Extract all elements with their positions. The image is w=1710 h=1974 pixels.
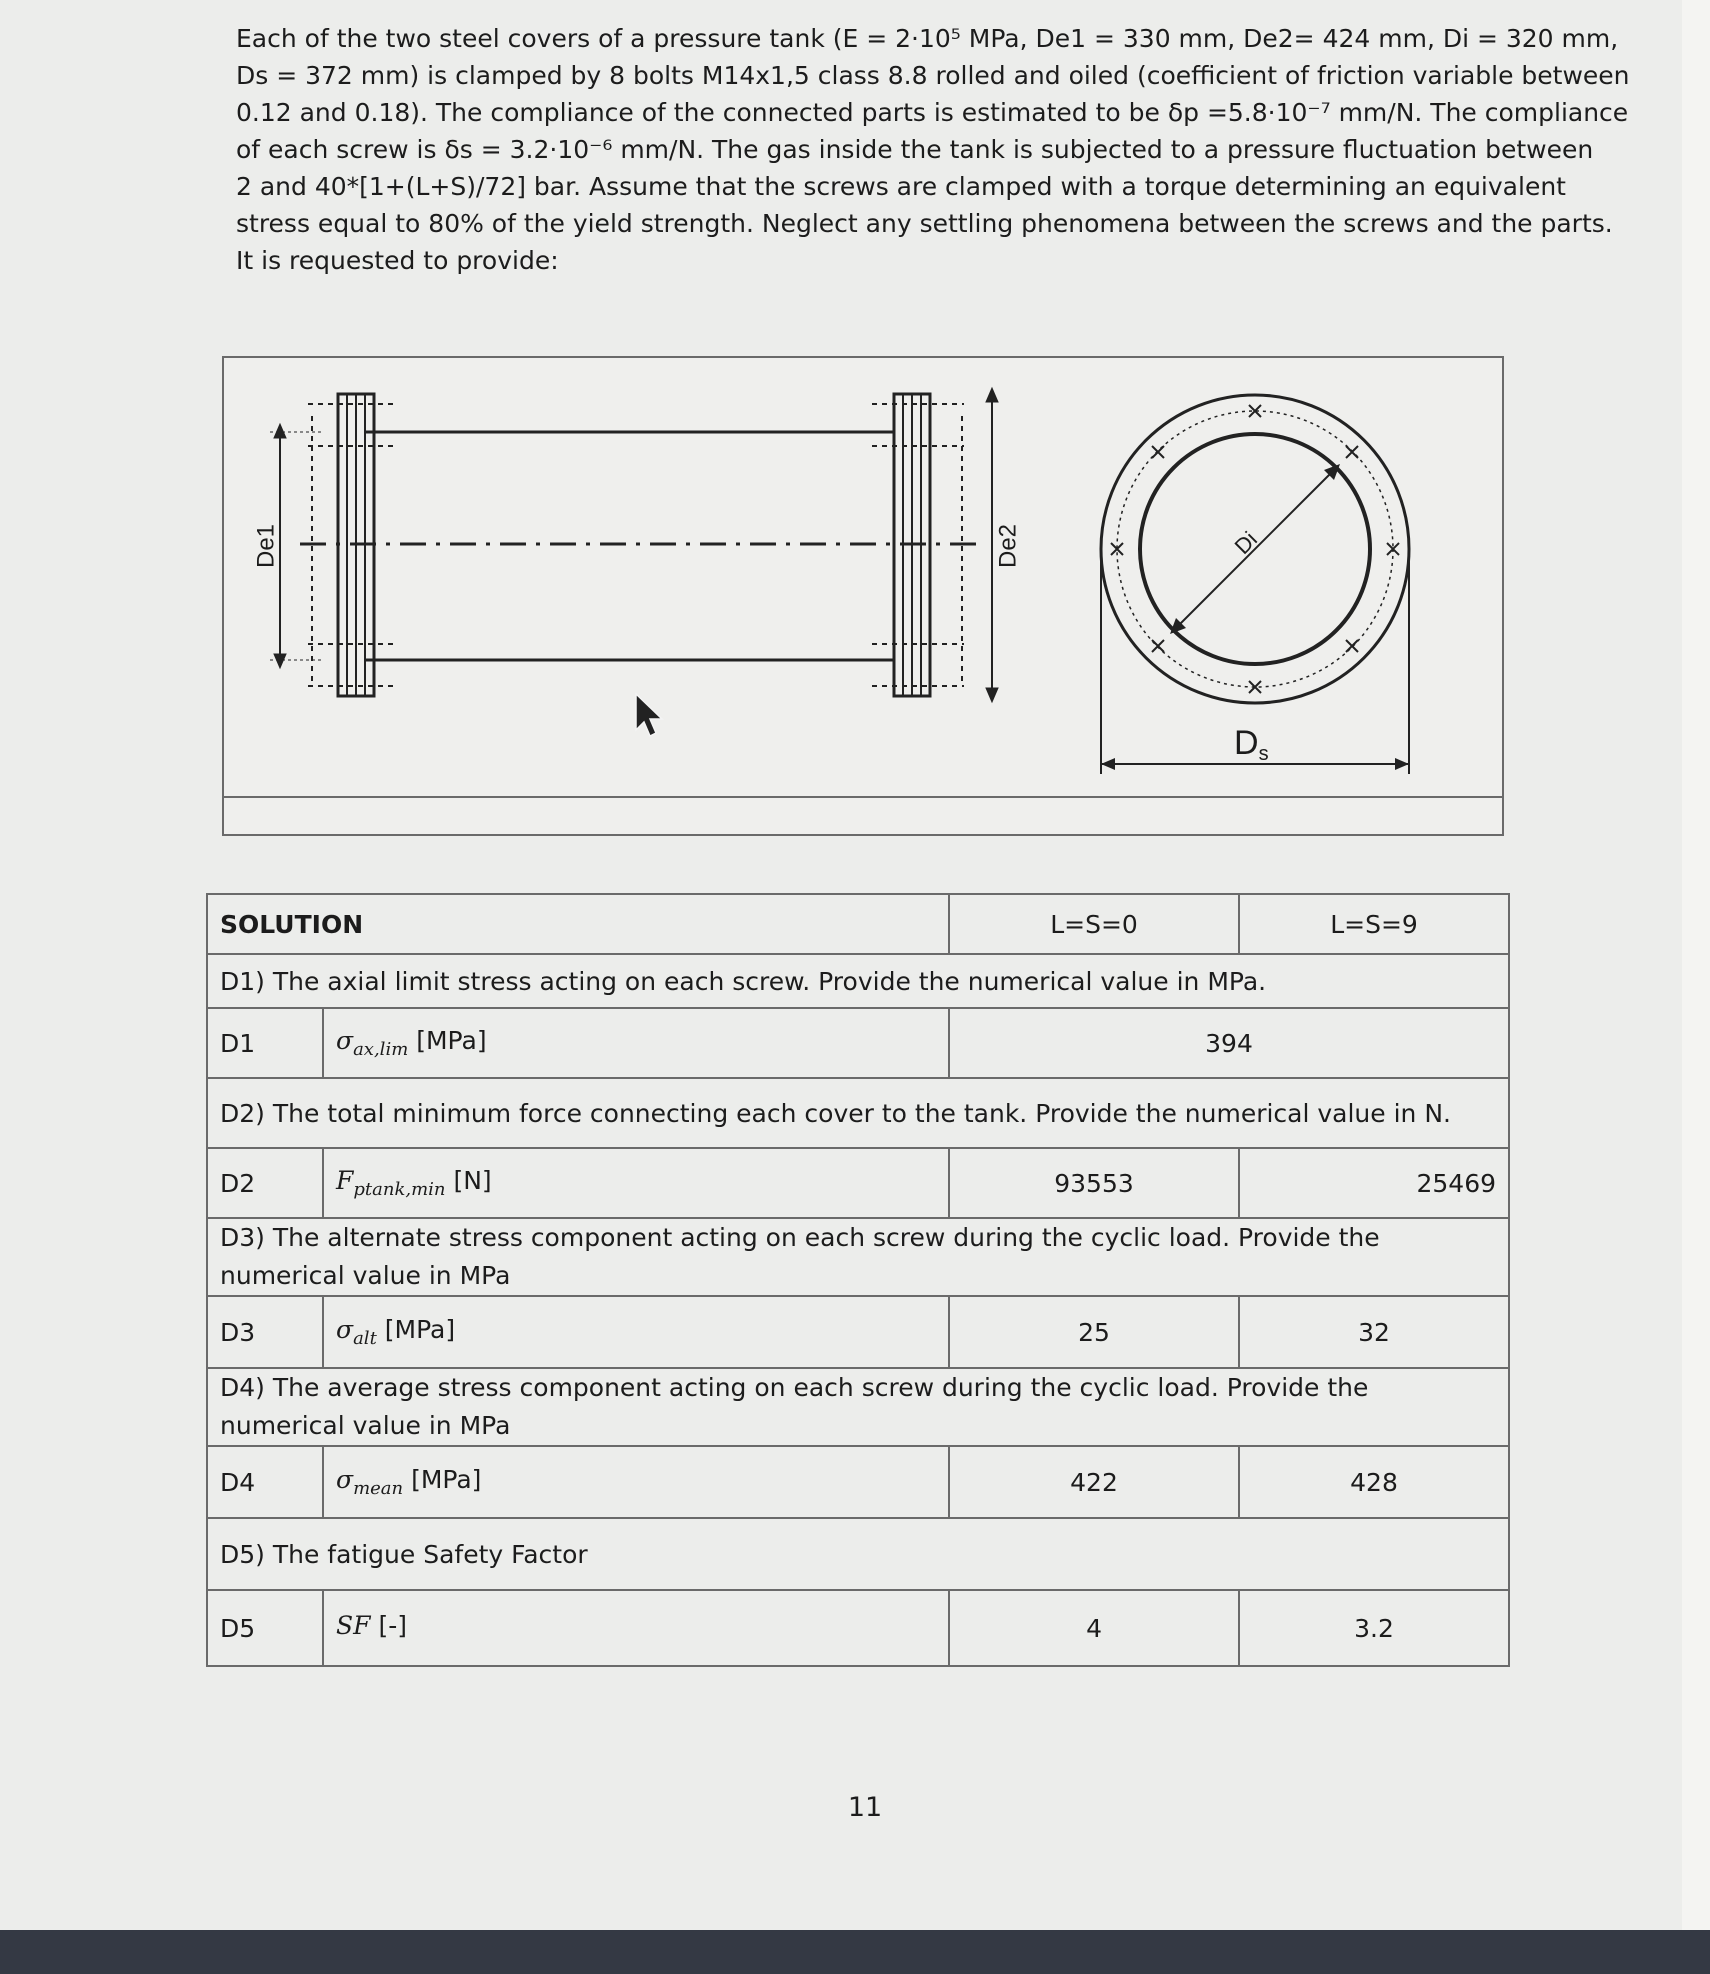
question-row (207, 1368, 1509, 1446)
answer-quantity: $\sigma_{alt}$ [MPa] (323, 1296, 949, 1368)
answer-value-ls9: 25469 (1239, 1148, 1509, 1218)
answer-quantity: $F_{ptank,min}$ [N] (323, 1148, 949, 1218)
question-d2: D2) The total minimum force connecting each cover to the tank. Provide the numerical value in N. (207, 1078, 1509, 1148)
answer-id: D2 (207, 1148, 323, 1218)
question-row (207, 1218, 1509, 1296)
answer-row (207, 1296, 1509, 1368)
di-label: Di (1229, 526, 1262, 559)
question-row (207, 954, 1509, 1008)
answer-id: D4 (207, 1446, 323, 1518)
ds-label: Ds (1234, 724, 1269, 765)
problem-line: It is requested to provide: (236, 246, 559, 275)
question-d5: D5) The fatigue Safety Factor (207, 1518, 1509, 1590)
problem-line: Each of the two steel covers of a pressure tank (E = 2·10⁵ MPa, De1 = 330 mm, De2= 424 mm, Di = 320 mm, (236, 24, 1619, 53)
answer-value-ls9: 32 (1239, 1296, 1509, 1368)
tank-drawing (222, 356, 1504, 836)
de2-label: De2 (994, 523, 1022, 569)
answer-row (207, 1008, 1509, 1078)
answer-row (207, 1148, 1509, 1218)
question-row (207, 1518, 1509, 1590)
problem-line: stress equal to 80% of the yield strength. Neglect any settling phenomena between the screws and the parts. (236, 209, 1613, 238)
answer-value-ls9: 428 (1239, 1446, 1509, 1518)
problem-line: 0.12 and 0.18). The compliance of the connected parts is estimated to be δp =5.8·10⁻⁷ mm/N. The compliance (236, 98, 1629, 127)
answer-value-ls0: 25 (949, 1296, 1239, 1368)
problem-line: 2 and 40*[1+(L+S)/72] bar. Assume that the screws are clamped with a torque determining an equivalent (236, 172, 1566, 201)
answer-row (207, 1590, 1509, 1666)
screen-bottom-bar (0, 1930, 1710, 1974)
answer-id: D3 (207, 1296, 323, 1368)
solution-table (206, 893, 1510, 1667)
answer-value-ls0: 422 (949, 1446, 1239, 1518)
solution-heading: SOLUTION (207, 894, 949, 954)
answer-value-ls0: 4 (949, 1590, 1239, 1666)
problem-line: of each screw is δs = 3.2·10⁻⁶ mm/N. The gas inside the tank is subjected to a pressure fluctuation between (236, 135, 1594, 164)
answer-id: D1 (207, 1008, 323, 1078)
page-edge (1682, 0, 1710, 1974)
column-header-ls9: L=S=9 (1239, 894, 1509, 954)
answer-quantity: $\sigma_{mean}$ [MPa] (323, 1446, 949, 1518)
answer-quantity: SF [-] (323, 1590, 949, 1666)
column-header-ls0: L=S=0 (949, 894, 1239, 954)
answer-quantity: $\sigma_{ax,lim}$ [MPa] (323, 1008, 949, 1078)
answer-value-ls9: 3.2 (1239, 1590, 1509, 1666)
question-row (207, 1078, 1509, 1148)
answer-id: D5 (207, 1590, 323, 1666)
problem-statement (236, 20, 1630, 279)
page-number: 11 (847, 1792, 883, 1823)
question-d3: D3) The alternate stress component acting on each screw during the cyclic load. Provide the numerical value in MPa (207, 1218, 1509, 1296)
question-d4: D4) The average stress component acting on each screw during the cyclic load. Provide the numerical value in MPa (207, 1368, 1509, 1446)
answer-value-ls0: 93553 (949, 1148, 1239, 1218)
answer-value-ls0: 394 (949, 1008, 1509, 1078)
question-d1: D1) The axial limit stress acting on each screw. Provide the numerical value in MPa. (207, 954, 1509, 1008)
answer-row (207, 1446, 1509, 1518)
de1-label: De1 (252, 523, 280, 569)
problem-line: Ds = 372 mm) is clamped by 8 bolts M14x1,5 class 8.8 rolled and oiled (coefficient of friction variable between (236, 61, 1630, 90)
header-row (207, 894, 1509, 954)
